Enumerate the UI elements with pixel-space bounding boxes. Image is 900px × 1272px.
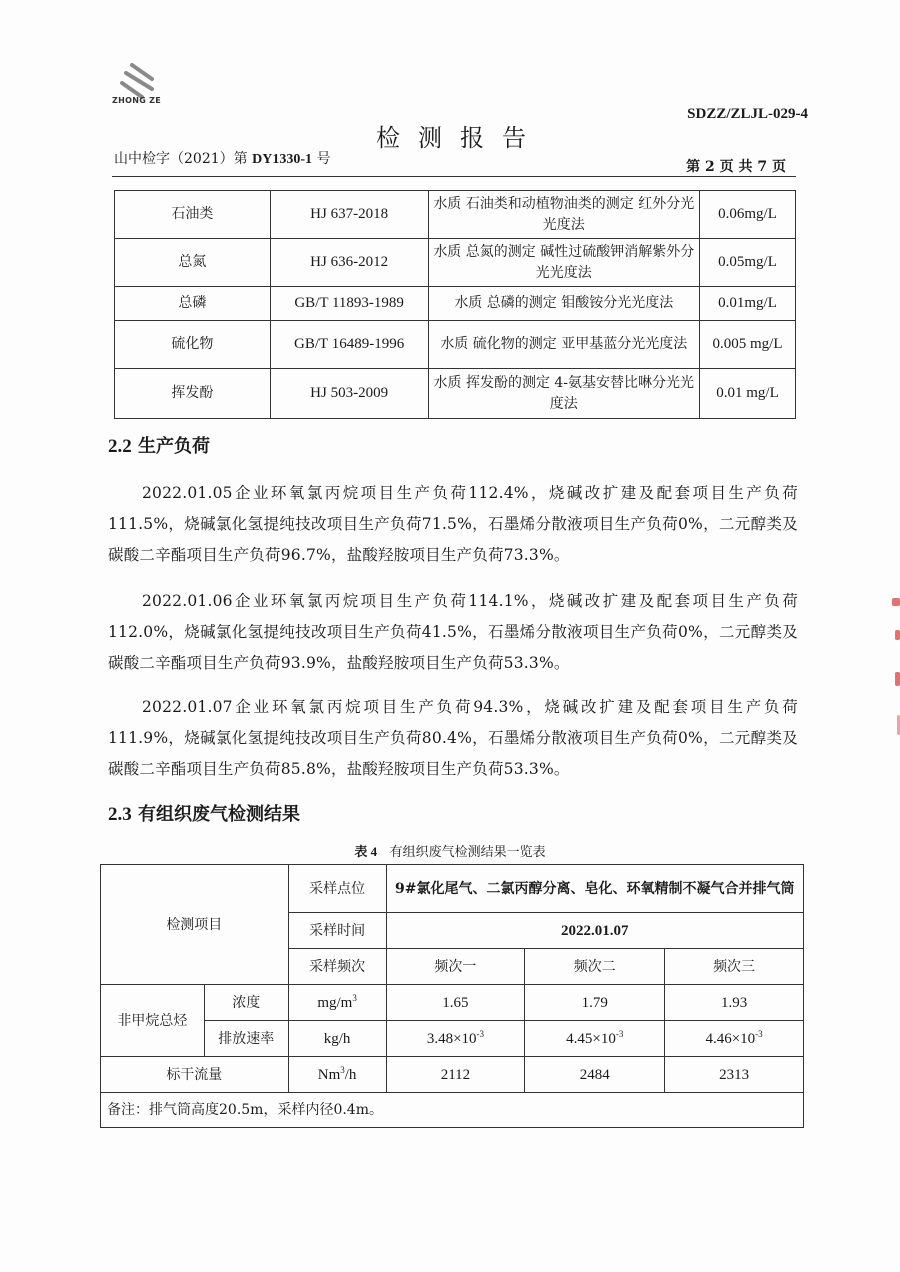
standard-cell: GB/T 16489-1996: [270, 321, 428, 369]
limit-cell: 0.005 mg/L: [700, 321, 796, 369]
document-code: SDZZ/ZLJL-029-4: [687, 106, 808, 122]
item-cell: 总磷: [115, 287, 271, 321]
flow-label: 标干流量: [101, 1057, 289, 1093]
limit-cell: 0.05mg/L: [700, 239, 796, 287]
paragraph-load-0105: 2022.01.05企业环氧氯丙烷项目生产负荷112.4%，烧碱改扩建及配套项目生产负荷111.5%，烧碱氯化氢提纯技改项目生产负荷71.5%，石墨烯分散液项目生产负荷0%，二元醇类及碳酸二辛酯项目生产负荷96.7%，盐酸羟胺项目生产负荷73.3%。: [108, 484, 798, 564]
item-cell: 硫化物: [115, 321, 271, 369]
point-value: 9#氯化尾气、二氯丙醇分离、皂化、环氧精制不凝气合并排气筒: [386, 865, 803, 913]
methods-table: [114, 190, 796, 419]
table-row: [101, 865, 804, 913]
standard-cell: HJ 636-2012: [270, 239, 428, 287]
param-name: 浓度: [204, 985, 288, 1021]
value-cell: 2484: [525, 1057, 665, 1093]
limit-cell: 0.01 mg/L: [700, 369, 796, 419]
section-heading-production-load: 2.2 生产负荷: [108, 436, 211, 457]
value-cell: $4.46\times 10^{-3}$: [665, 1021, 804, 1057]
limit-cell: 0.06mg/L: [700, 191, 796, 239]
value-cell: 2112: [386, 1057, 525, 1093]
method-cell: 水质 挥发酚的测定 4-氨基安替比啉分光光度法: [428, 369, 700, 419]
page-number: 第 2 页 共 7 页: [686, 159, 786, 175]
paragraph-load-0106: 2022.01.06企业环氧氯丙烷项目生产负荷114.1%，烧碱改扩建及配套项目生产负荷112.0%，烧碱氯化氢提纯技改项目生产负荷41.5%，石墨烯分散液项目生产负荷0%，二元醇类及碳酸二辛酯项目生产负荷93.9%，盐酸羟胺项目生产负荷53.3%。: [108, 592, 798, 672]
exhaust-results-table: [100, 864, 804, 1128]
unit-cell: $mg/m^3$: [288, 985, 386, 1021]
table-note: 备注：排气筒高度20.5m，采样内径0.4m。: [101, 1093, 804, 1128]
table-row: [115, 369, 796, 419]
value-cell: 1.79: [525, 985, 665, 1021]
logo-text: ZHONG ZE: [112, 96, 162, 105]
header-divider: [112, 176, 796, 177]
table-row: [115, 287, 796, 321]
seal-fragment: [895, 630, 900, 640]
value-cell: 1.65: [386, 985, 525, 1021]
method-cell: 水质 硫化物的测定 亚甲基蓝分光光度法: [428, 321, 700, 369]
method-cell: 水质 石油类和动植物油类的测定 红外分光光度法: [428, 191, 700, 239]
table-row: [101, 1057, 804, 1093]
method-cell: 水质 总磷的测定 钼酸铵分光光度法: [428, 287, 700, 321]
table-row: [115, 191, 796, 239]
value-cell: 2313: [665, 1057, 804, 1093]
table-row: [101, 985, 804, 1021]
value-cell: $3.48\times 10^{-3}$: [386, 1021, 525, 1057]
pollutant-name: 非甲烷总烃: [101, 985, 205, 1057]
param-name: 排放速率: [204, 1021, 288, 1057]
item-cell: 石油类: [115, 191, 271, 239]
freq-3: 频次三: [665, 949, 804, 985]
freq-label: 采样频次: [288, 949, 386, 985]
item-cell: 总氮: [115, 239, 271, 287]
table-row: [101, 1093, 804, 1128]
unit-cell: kg/h: [288, 1021, 386, 1057]
standard-cell: HJ 503-2009: [270, 369, 428, 419]
section-heading-exhaust-results: 2.3 有组织废气检测结果: [108, 804, 301, 825]
freq-1: 频次一: [386, 949, 525, 985]
table-row: [115, 321, 796, 369]
time-value: 2022.01.07: [386, 913, 803, 949]
item-cell: 挥发酚: [115, 369, 271, 419]
page-title: 检测报告: [376, 124, 544, 152]
unit-cell: Nm$^3$/h: [288, 1057, 386, 1093]
freq-2: 频次二: [525, 949, 665, 985]
limit-cell: 0.01mg/L: [700, 287, 796, 321]
table-caption: 表 4 有组织废气检测结果一览表: [354, 844, 546, 860]
item-header: 检测项目: [101, 865, 289, 985]
table-row: [101, 1021, 804, 1057]
seal-fragment: [892, 598, 900, 606]
standard-cell: HJ 637-2018: [270, 191, 428, 239]
seal-fragment: [895, 672, 900, 686]
table-row: [115, 239, 796, 287]
method-cell: 水质 总氮的测定 碱性过硫酸钾消解紫外分光光度法: [428, 239, 700, 287]
time-label: 采样时间: [288, 913, 386, 949]
standard-cell: GB/T 11893-1989: [270, 287, 428, 321]
point-label: 采样点位: [288, 865, 386, 913]
value-cell: 1.93: [665, 985, 804, 1021]
report-number: 山中检字（2021）第 DY1330-1 号: [114, 151, 331, 167]
paragraph-load-0107: 2022.01.07企业环氧氯丙烷项目生产负荷94.3%，烧碱改扩建及配套项目生产负荷111.9%，烧碱氯化氢提纯技改项目生产负荷80.4%，石墨烯分散液项目生产负荷0%，二元醇类及碳酸二辛酯项目生产负荷85.8%，盐酸羟胺项目生产负荷53.3%。: [108, 698, 798, 778]
value-cell: $4.45\times 10^{-3}$: [525, 1021, 665, 1057]
